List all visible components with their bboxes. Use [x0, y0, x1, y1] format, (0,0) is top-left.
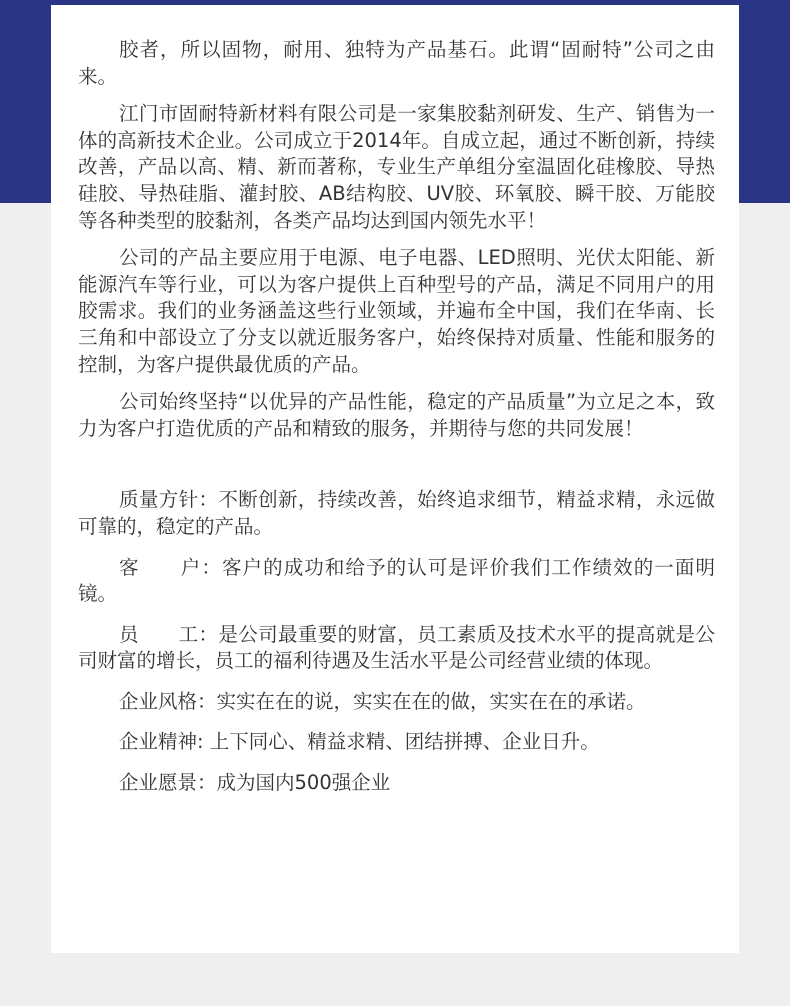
corporate-vision-item: 企业愿景：成为国内500强企业	[119, 771, 391, 795]
quality-policy-item: 质量方针：不断创新，持续改善，始终追求细节，精益求精，永远做可靠的，稳定的产品。	[78, 488, 715, 538]
corporate-spirit-item: 企业精神: 上下同心、精益求精、团结拼搏、企业日升。	[119, 730, 600, 754]
employee-item: 员 工：是公司最重要的财富，员工素质及技术水平的提高就是公司财富的增长，员工的福利待遇及生活水平是公司经营业绩的体现。	[78, 622, 715, 673]
company-profile-paragraph: 江门市固耐特新材料有限公司是一家集胶黏剂研发、生产、销售为一体的高新技术企业。公司成立于2014年。自成立起，通过不断创新，持续改善，产品以高、精、新而著称，专业生产单组分室温固化硅橡胶、导热硅胶、导热硅脂、灌封胶、AB结构胶、UV胶、环氧胶、瞬干胶、万能胶等各种类型的胶黏剂，各类产品均达到国内领先水平！	[78, 102, 715, 232]
mission-paragraph: 公司始终坚持“以优异的产品性能，稳定的产品质量”为立足之本，致力为客户打造优质的产品和精致的服务，并期待与您的共同发展！	[78, 390, 715, 440]
applications-paragraph: 公司的产品主要应用于电源、电子电器、LED照明、光伏太阳能、新能源汽车等行业，可以为客户提供上百种型号的产品，满足不同用户的用胶需求。我们的业务涵盖这些行业领域，并遍布全中国，我们在华南、长三角和中部设立了分支以就近服务客户，始终保持对质量、性能和服务的控制，为客户提供最优质的产品。	[78, 246, 715, 376]
corporate-style-item: 企业风格：实实在在的说，实实在在的做，实实在在的承诺。	[119, 689, 646, 713]
content-card	[51, 5, 739, 953]
intro-paragraph: 胶者，所以固物，耐用、独特为产品基石。此谓“固耐特”公司之由来。	[78, 38, 715, 88]
customer-item: 客 户：客户的成功和给予的认可是评价我们工作绩效的一面明镜。	[78, 555, 715, 606]
